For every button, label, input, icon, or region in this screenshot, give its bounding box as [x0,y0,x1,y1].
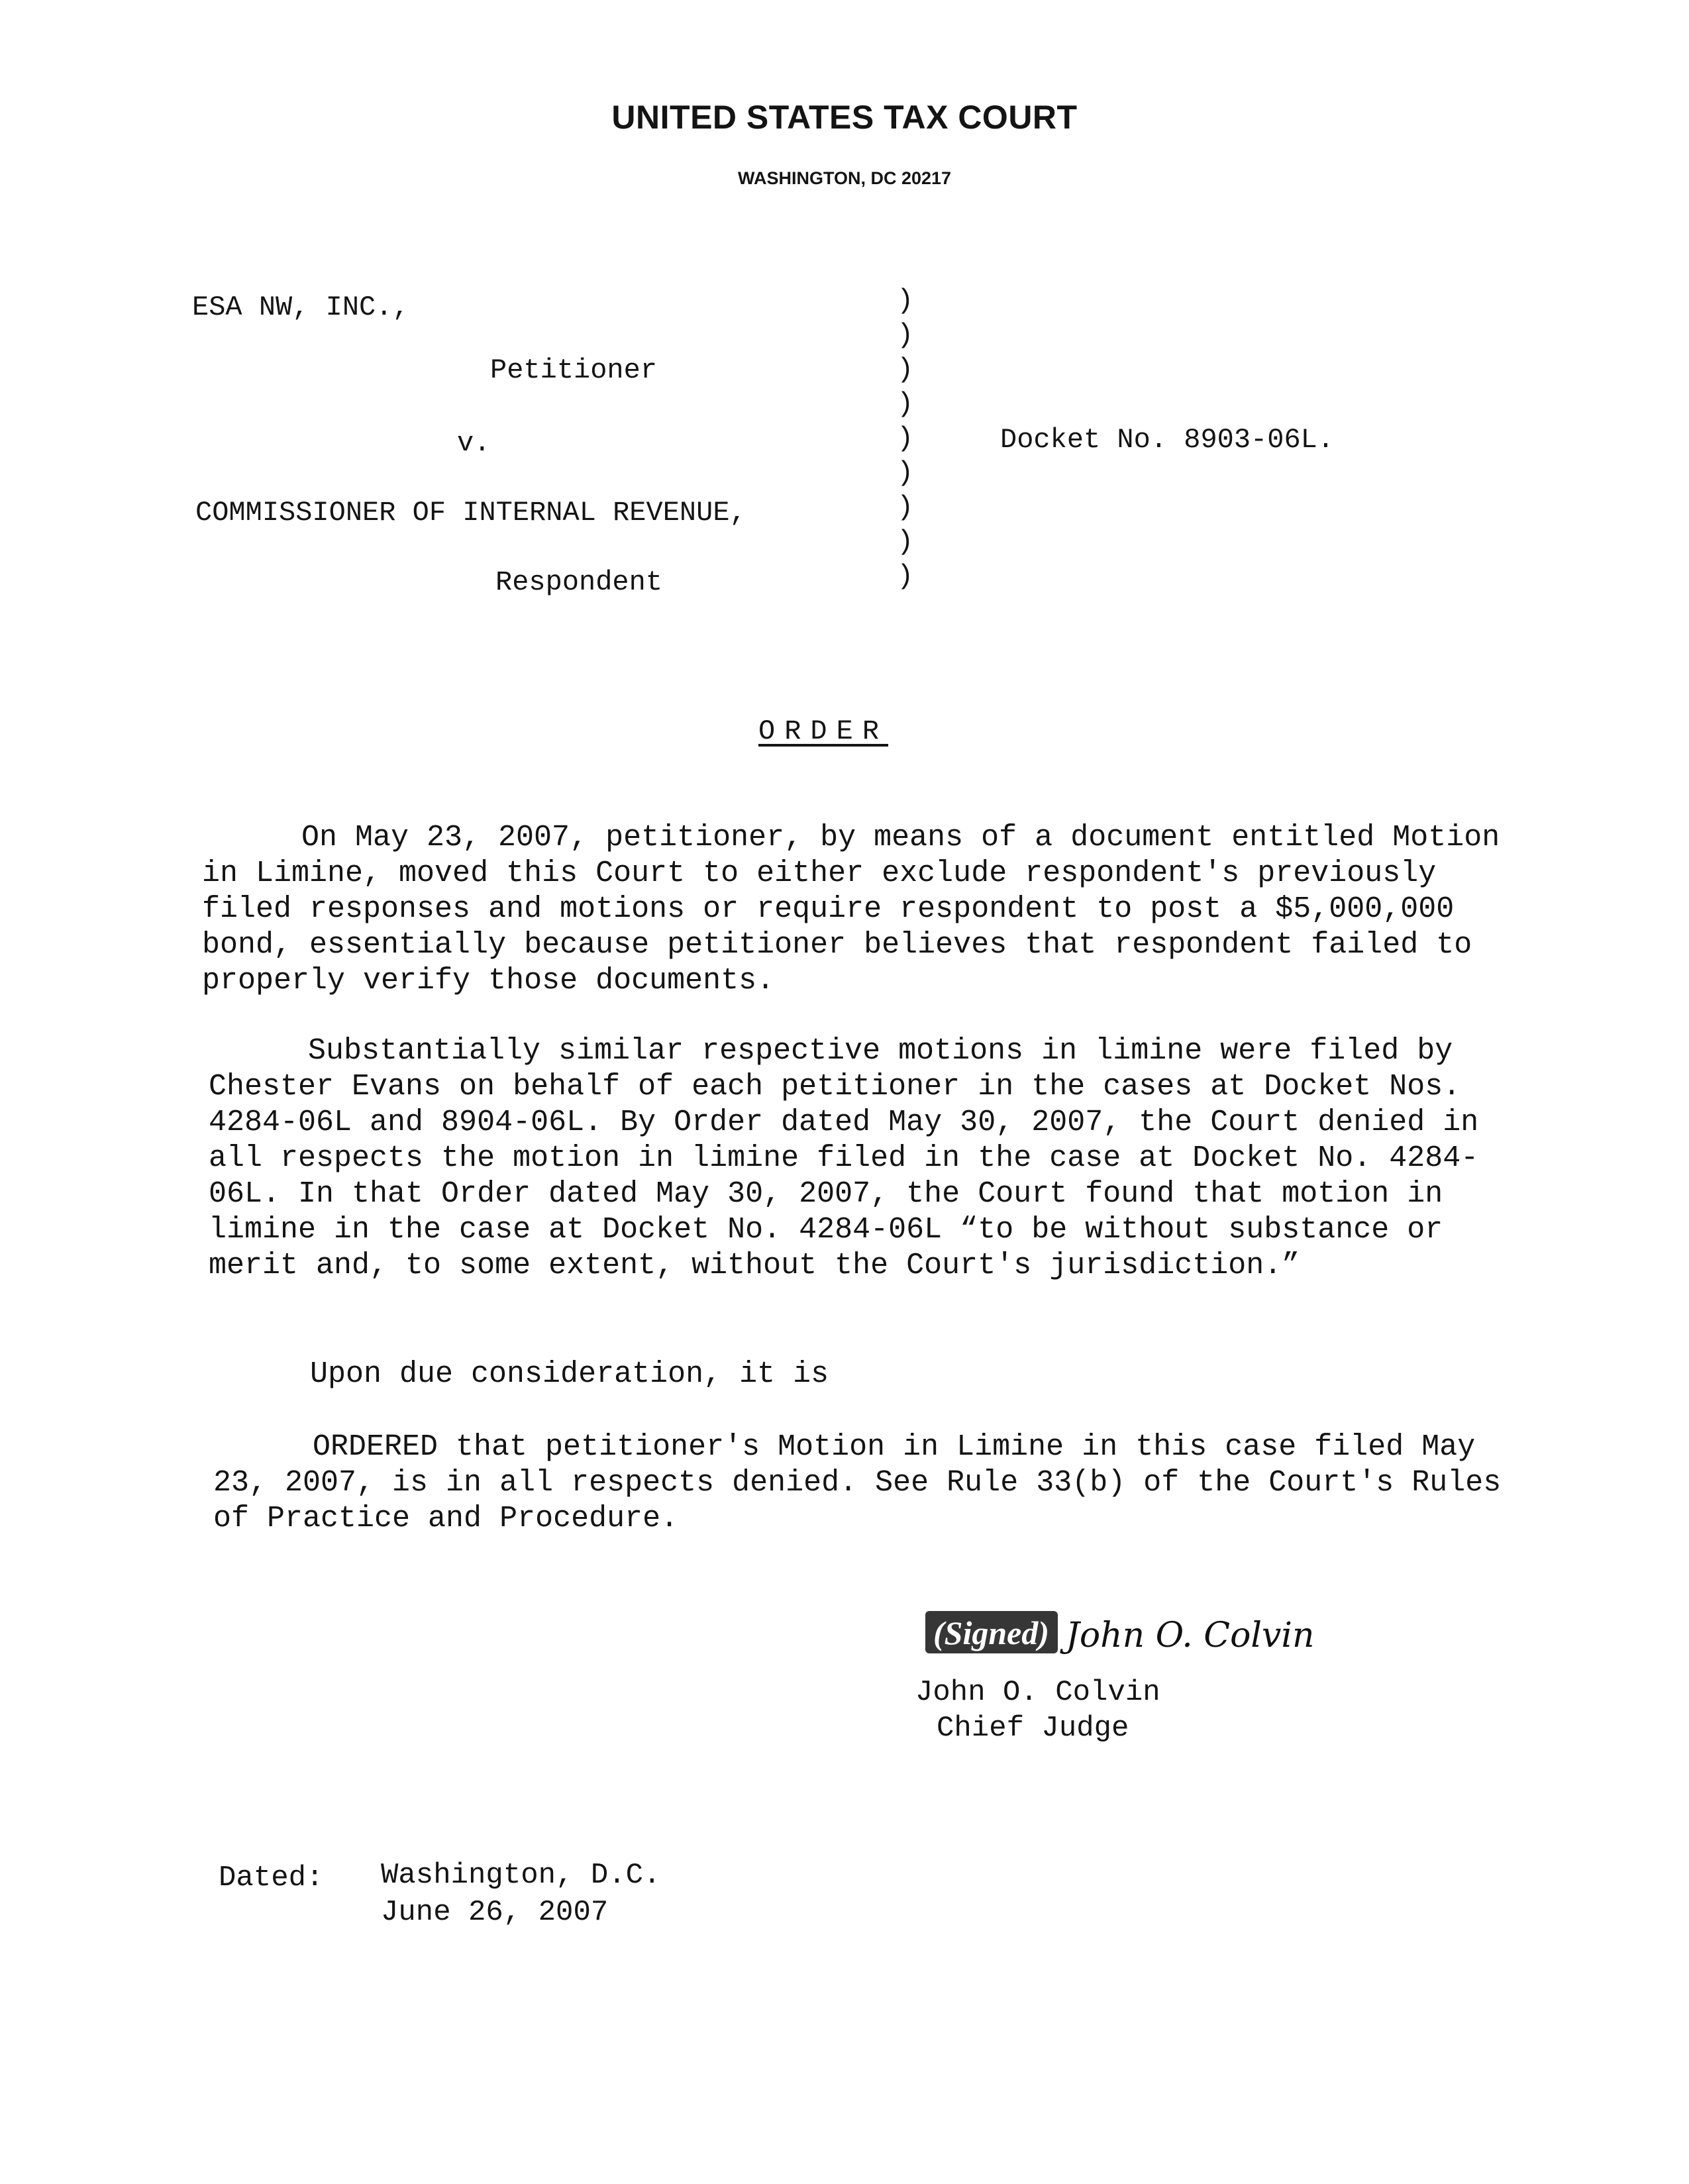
docket-number: Docket No. 8903-06L. [1000,424,1335,456]
judge-title: Chief Judge [937,1712,1129,1745]
court-address: WASHINGTON, DC 20217 [737,168,952,188]
signed-stamp-mark [925,1611,1058,1653]
dated-date: June 26, 2007 [381,1896,609,1929]
petitioner-role: Petitioner [490,354,658,386]
caption-paren: ) [897,285,914,317]
caption-paren: ) [897,319,914,351]
versus: v. [457,427,491,459]
petitioner-name: ESA NW, INC., [192,291,409,323]
caption-paren: ) [897,423,914,454]
svg-text:(Signed): (Signed) [933,1614,1049,1651]
judge-name: John O. Colvin [915,1676,1160,1709]
dated-place: Washington, D.C. [381,1859,661,1892]
order-paragraph-2: Substantially similar respective motions in limine were filed by Chester Evans on behalf of each petitioner in the cases at Docket Nos. 4284-06L and 8904-06L. By Order dated May 30, 2007, the Court denied in all respects the motion in limine filed in the case at Docket No. 4284-06L. In that Order dated May 30, 2007, the Court found that motion in limine in the case at Docket No. 4284-06L “to be without substance or merit and, to some extent, without the Court's jurisdiction.” [209,1034,1479,1282]
signature-stamp [924,1603,1315,1663]
order-paragraph-3: Upon due consideration, it is [310,1357,829,1391]
caption-paren: ) [897,492,914,523]
respondent-name: COMMISSIONER OF INTERNAL REVENUE, [195,497,746,529]
dated-label: Dated: [219,1861,324,1895]
signature-handwriting: John O. Colvin [1066,1616,1315,1655]
caption-paren: ) [897,354,914,386]
respondent-role: Respondent [495,566,663,598]
caption-paren: ) [897,526,914,558]
court-name: UNITED STATES TAX COURT [611,99,1078,136]
order-title: ORDER [758,715,889,747]
order-paragraph-4: ORDERED that petitioner's Motion in Limine in this case filed May 23, 2007, is in all respects denied. See Rule 33(b) of the Court's Rules of Practice and Procedure. [213,1430,1502,1535]
caption-paren: ) [897,457,914,489]
caption-paren: ) [897,560,914,592]
order-paragraph-1: On May 23, 2007, petitioner, by means of a document entitled Motion in Limine, moved this Court to either exclude respondent's previously filed responses and motions or require respondent to post a $5,000,000 bond, essentially because petitioner believes that respondent failed to properly verify those documents. [202,821,1500,998]
caption-paren: ) [897,388,914,420]
